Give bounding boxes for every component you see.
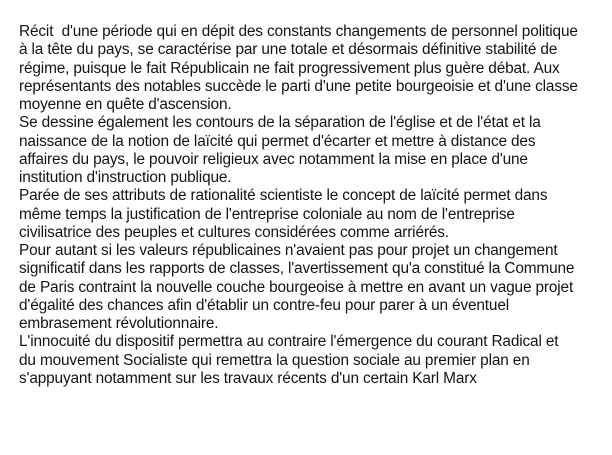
text-line: de Paris contraint la nouvelle couche bourgeoise à mettre en avant un vague projet: [19, 278, 574, 296]
text-line: d'égalité des chances afin d'établir un contre-feu pour parer à un éventuel: [19, 296, 510, 314]
text-line: régime, puisque le fait Républicain ne fait progressivement plus guère débat. Aux: [19, 59, 560, 77]
text-line: affaires du pays, le pouvoir religieux avec notamment la mise en place d'une: [19, 150, 528, 168]
text-line: L'innocuité du dispositif permettra au contraire l'émergence du courant Radical et: [19, 333, 559, 351]
paragraph-5: [19, 333, 609, 388]
text-line: Se dessine également les contours de la séparation de l'église et de l'état et la: [19, 114, 541, 132]
text-line: s'appuyant notamment sur les travaux récents d'un certain Karl Marx: [19, 369, 477, 387]
text-line: représentants des notables succède le parti d'une petite bourgeoisie et d'une classe: [19, 77, 578, 95]
document-body: [19, 23, 609, 388]
text-line: naissance de la notion de laïcité qui permet d'écarter et mettre à distance des: [19, 132, 536, 150]
text-line: civilisatrice des peuples et cultures considérées comme arriérés.: [19, 223, 449, 241]
text-line: Récit d'une période qui en dépit des constants changements de personnel politique: [19, 23, 578, 40]
text-line: Parée de ses attributs de rationalité scientiste le concept de laïcité permet dans: [19, 187, 548, 205]
paragraph-4: [19, 242, 609, 333]
paragraph-2: [19, 114, 609, 187]
text-line: Pour autant si les valeurs républicaines n'avaient pas pour projet un changement: [19, 242, 558, 259]
text-line: même temps la justification de l'entreprise coloniale au nom de l'entreprise: [19, 205, 515, 223]
text-line: moyenne en quête d'ascension.: [19, 96, 232, 113]
text-line: significatif dans les rapports de classes, l'avertissement qu'a constitué la Commune: [19, 260, 575, 278]
text-line: à la tête du pays, se caractérise par une totale et désormais définitive stabilité de: [19, 41, 558, 59]
text-line: institution d'instruction publique.: [19, 169, 232, 186]
paragraph-3: [19, 187, 609, 242]
text-line: du mouvement Socialiste qui remettra la question sociale au premier plan en: [19, 351, 530, 369]
text-line: embrasement révolutionnaire.: [19, 315, 219, 332]
paragraph-1: [19, 23, 609, 114]
